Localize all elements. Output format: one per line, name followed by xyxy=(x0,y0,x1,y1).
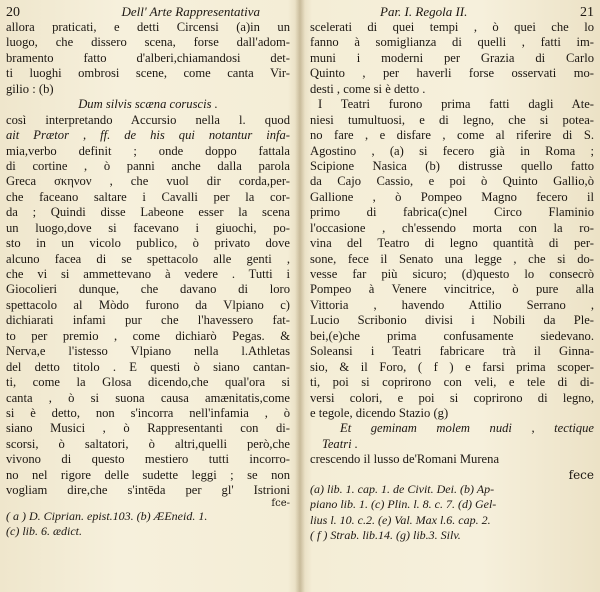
text-line: Gallione , ò Pompeo Magno fecero il xyxy=(310,189,594,204)
right-footnotes xyxy=(310,482,594,544)
text-line: bramento fatto d'alberi,chiamandosi det- xyxy=(6,50,290,65)
text-line: desti , come si è detto . xyxy=(310,81,426,96)
text-line: spettacolo al Mòdo furono da Vlpiano c) xyxy=(6,297,290,312)
right-page-number: 21 xyxy=(580,5,594,20)
text-line: ti, come la Glosa dicendo,che qual'ora si xyxy=(6,375,290,390)
text-line: Quinto , per haverli forse osservati mo- xyxy=(310,66,594,81)
text-line: così interpretando Accursio nella l. quod xyxy=(6,112,290,127)
text-line: Giocolieri dunque, che davano di loro xyxy=(6,282,290,297)
text-line: ti luoghi ombrosi scene, come canta Vir- xyxy=(6,66,290,81)
text-line: crescendo il lusso de'Romani Murena xyxy=(310,452,500,467)
text-line: alcuno facea di se spettacolo alle genti , xyxy=(6,251,290,266)
verse-quote: Et geminam molem nudi , tectique xyxy=(340,421,594,436)
text-line: to per premio , come dichiarò Pegas. & xyxy=(6,328,290,343)
text-line: gilio : (b) xyxy=(6,81,54,96)
text-line: Nerva,e l'istesso Vlpiano nella l.Athletas xyxy=(6,344,290,359)
text-line: sone, fece il Senato una legge , che si do- xyxy=(310,251,594,266)
text-line: del detto titolo . E questi ò siano cantan- xyxy=(6,359,290,374)
text-line: vivono di questo mestiero tutti incorro- xyxy=(6,452,290,467)
text-line: l'occasione , ch'essendo morta con la ro- xyxy=(310,220,594,235)
footnote-line: ( a ) D. Ciprian. epist.103. (b) ÆEneid. 1. xyxy=(6,508,208,523)
text-line: e tegole, dicendo Stazio (g) xyxy=(310,405,449,420)
text-line: che faceano saltare i Cavalli per la cor- xyxy=(6,189,290,204)
text-line: che vi si ammettevano à vedere . Tutti i xyxy=(6,267,290,281)
footnote-line: piano lib. 1. (c) Plin. l. 8. c. 7. (d) Gel- xyxy=(310,497,497,512)
text-line: fanno à somiglianza di quelli , fatti im- xyxy=(310,35,594,50)
right-running-title: Par. I. Regola II. xyxy=(380,4,468,19)
footnote-line: (c) lib. 6. ædict. xyxy=(6,524,82,538)
text-line: luogo, che dissero scena, forse dall'adom- xyxy=(6,35,290,50)
text-line: vina del Teatro di legno quantità di per- xyxy=(310,236,594,251)
text-line: niesi tumultuosi, e di legno, che si potea- xyxy=(310,112,594,127)
left-body-text xyxy=(6,20,290,499)
text-line: Scipione Nasica (b) distrusse quello fatto xyxy=(310,158,594,173)
text-line: canta , ò si suona causa amænitatis,come xyxy=(6,390,290,405)
footnote-line: ( f ) Strab. lib.14. (g) lib.3. Silv. xyxy=(310,528,461,542)
text-line: no fare , e disfare , come al riferire di S. xyxy=(310,128,594,143)
text-line: dichiarati infami pur che l'havessero fat- xyxy=(6,313,290,328)
text-line: sio, & il Foro, ( f ) e farsi prima scoper- xyxy=(310,359,594,374)
text-line: scorsi, ò saltatori, ò altri,quelli però,che xyxy=(6,436,290,451)
text-line: Soleansi i Teatri fabricare trà il Ginna- xyxy=(310,344,594,359)
text-line: scelerati di quei tempi , ò quei che lo xyxy=(310,20,594,34)
left-footnotes xyxy=(6,509,290,540)
book-gutter xyxy=(295,0,305,592)
text-line: un luogo,dove si facevano i giuochi, po- xyxy=(6,220,290,235)
text-line: sto in un vicolo publico, ò privato dove xyxy=(6,236,290,251)
text-line: Greca σκηνον , che vuol dir corda,per- xyxy=(6,174,290,189)
text-line: vogliam dire,che s'intēda per gl' Istrioni xyxy=(6,483,290,498)
text-line: allora praticati, e detti Circensi (a)in un xyxy=(6,20,290,34)
text-line: si è detto, non s'incorra nell'infamia , ò xyxy=(6,405,290,420)
text-line: vesse far più sicuro; (d)questo lo consecrò xyxy=(310,267,594,281)
text-line: I Teatri furono prima fatti dagli Ate- xyxy=(318,97,594,112)
text-line: no nel rigore delle sudette leggi ; se non xyxy=(6,467,290,482)
text-line: primo di fabrica(c)nel Circo Flaminio xyxy=(310,205,594,220)
right-catchword: fece xyxy=(568,467,594,482)
footnote-line: (a) lib. 1. cap. 1. de Civit. Dei. (b) Ap- xyxy=(310,481,495,496)
verse-quote: Dum silvis scæna coruscis . xyxy=(78,97,218,112)
left-page xyxy=(6,4,290,588)
left-page-number: 20 xyxy=(6,5,20,20)
text-line: ti, poi si coprirono con veli, e tele di di- xyxy=(310,375,594,390)
text-line: bei,(e)che prima confusamente siedevano. xyxy=(310,328,594,343)
text-line: da Cajo Cassio, e poi ò Quinto Gallio,ò xyxy=(310,174,594,189)
text-line: versi colori, e poi si coprirono di legno, xyxy=(310,390,594,405)
right-page-header xyxy=(310,4,594,20)
footnote-line: lius l. 10. c.2. (e) Val. Max l.6. cap. 2. xyxy=(310,512,491,527)
text-line: Pompeo à Venere vincitrice, ò pure alla xyxy=(310,282,594,297)
left-page-header xyxy=(6,4,290,20)
left-catchword: fce- xyxy=(271,497,290,509)
text-line: Vittoria , havendo Attilio Serrano , xyxy=(310,297,594,312)
text-line: siano Musici , ò Rappresentanti con di- xyxy=(6,421,290,436)
right-page xyxy=(310,4,594,588)
text-line: da ; Quindi disse Labeone esser la scena xyxy=(6,205,290,220)
text-line: muni i moderni per Grazia di Carlo xyxy=(310,50,594,65)
text-line: Lucio Scribonio divisi i Nobili da Ple- xyxy=(310,313,594,328)
text-line: mia,verbo definit ; onde doppo fattala xyxy=(6,143,290,158)
right-body-text xyxy=(310,20,594,468)
verse-quote-end: Teatri . xyxy=(322,436,358,451)
text-line: di cortine , ò panni anche dalla parola xyxy=(6,158,290,173)
text-line: Agostino , (a) si fecero già in Roma ; xyxy=(310,143,594,158)
text-line: ait Prætor , ff. de his qui notantur infa- xyxy=(6,128,290,143)
left-running-title: Dell' Arte Rappresentativa xyxy=(121,4,260,19)
